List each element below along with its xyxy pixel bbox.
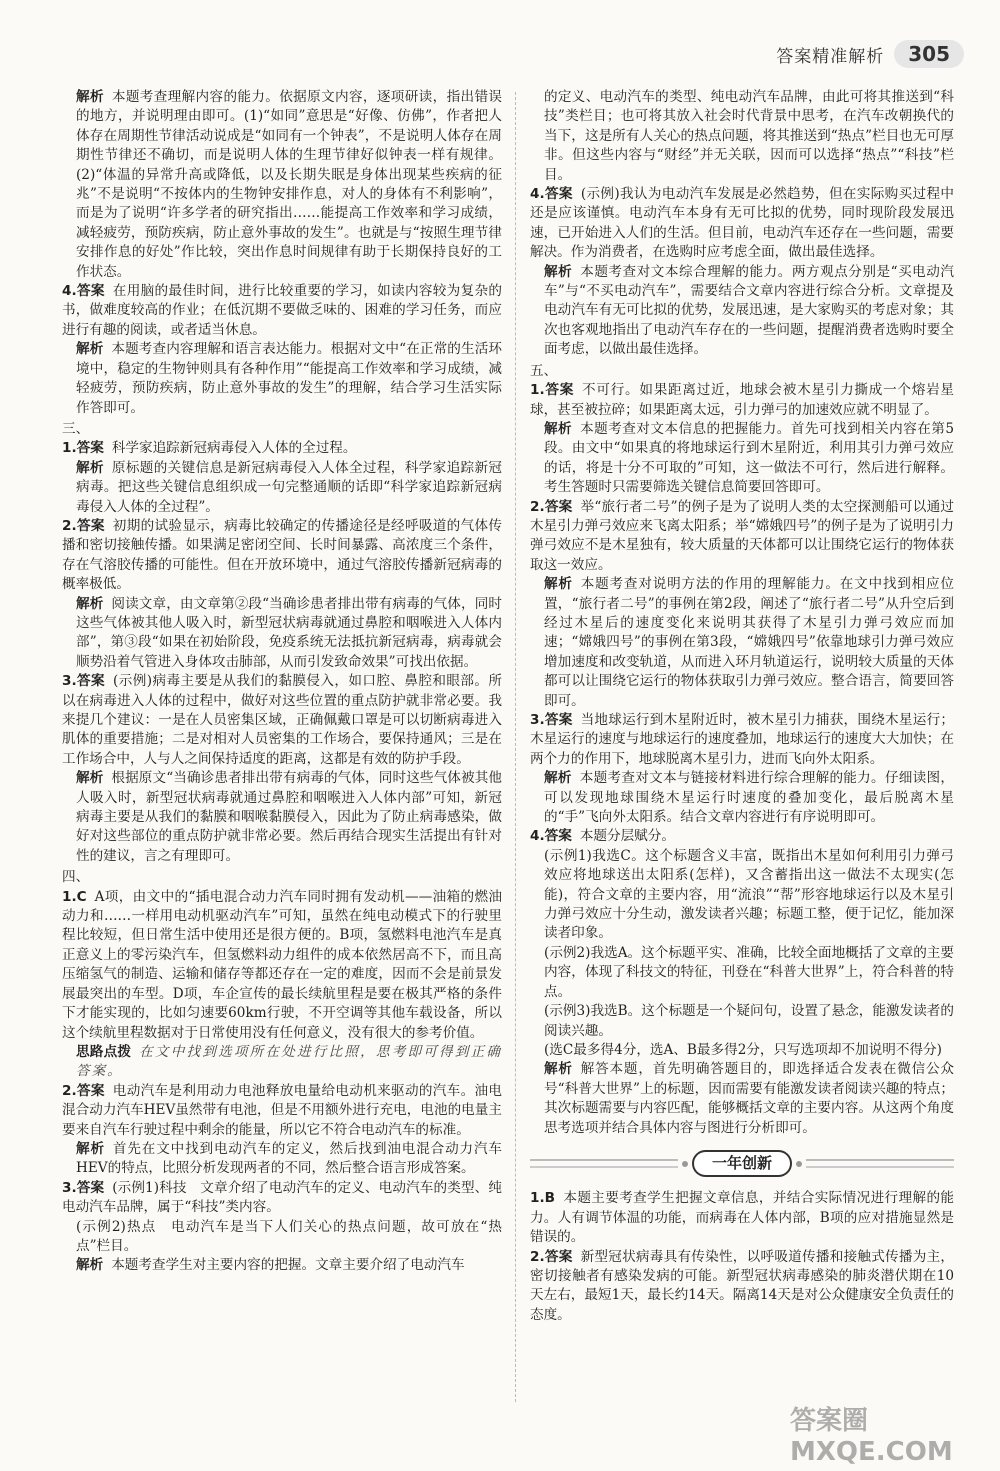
paragraph-label: 思路点拨 xyxy=(76,1043,132,1060)
answer-paragraph xyxy=(530,944,954,1002)
paragraph-label: 4.答案 xyxy=(62,283,105,300)
paragraph-text: 本题考查对文本信息的把握能力。首先可找到相关内容在第5段。由文中“如果真的将地球运行到木星附近，利用其引力弹弓效应的话，将是十分不可取的”可知，这一做法不可行，然后进行解释。考生答题时只需要筛选关键信息简要回答即可。 xyxy=(544,420,955,496)
paragraph-text: (示例1)我选C。这个标题含义丰富，既指出木星如何利用引力弹弓效应将地球送出太阳系(怎样)，又含蓄指出这一做法不太现实(怎能)，符合文章的主要内容，用“流浪”“帮”形容地球运行以及木星引力弹弓效应十分生动，激发读者兴趣；标题工整，便于记忆，能加深读者印象。 xyxy=(544,847,954,942)
paragraph-text: 本题考查对说明方法的作用的理解能力。在文中找到相应位置，“旅行者二号”的事例在第2段，阐述了“旅行者二号”从升空后到经过木星后的速度变化来说明其获得了木星引力弹弓效应而加速；“嫦娥四号”的事例在第3段，“嫦娥四号”依靠地球引力弹弓效应增加速度和改变轨道，从而进入环月轨道运行，说明较大质量的天体都可以让围绕它运行的物体获取引力弹弓效应。整合语言，简要回答即可。 xyxy=(544,576,955,709)
paragraph-label: 解析 xyxy=(76,459,104,476)
paragraph-label: 解析 xyxy=(544,576,573,593)
answer-paragraph xyxy=(62,1218,502,1257)
paragraph-text: 不可行。如果距离过近，地球会被木星引力撕成一个熔岩星球，甚至被拉碎；如果距离太远，引力弹弓的加速效应就不明显了。 xyxy=(530,382,955,418)
answer-paragraph xyxy=(530,381,954,420)
paragraph-text: 本题分层赋分。 xyxy=(579,828,675,845)
paragraph-text: 当地球运行到木星附近时，被木星引力捕获，围绕木星运行；木星运行的速度与地球运行的速度叠加，地球运行的速度大大加快；在两个力的作用下，地球脱离木星引力，进而飞向外太阳系。 xyxy=(530,712,955,767)
answer-paragraph xyxy=(62,672,502,769)
paragraph-text: (示例2)热点 电动汽车是当下人们关心的热点问题，故可放在“热点”栏目。 xyxy=(76,1218,502,1254)
answer-paragraph xyxy=(530,1248,954,1326)
paragraph-label: 3.答案 xyxy=(62,673,106,690)
answer-paragraph xyxy=(62,88,502,282)
paragraph-label: 解析 xyxy=(544,1061,573,1078)
answer-paragraph xyxy=(62,769,502,866)
answer-paragraph xyxy=(530,88,954,185)
paragraph-label: 2.答案 xyxy=(62,517,105,534)
section-heading xyxy=(62,868,502,887)
paragraph-text: 举“旅行者二号”的例子是为了说明人类的太空探测船可以通过木星引力弹弓效应来飞离太阳系；举“嫦娥四号”的例子是为了说明引力弹弓效应不是木星独有，较大质量的天体都可以让围绕它运行的物体获取这一效应。 xyxy=(530,498,954,573)
paragraph-text: 阅读文章，由文章第②段“当确诊患者排出带有病毒的气体，同时这些气体被其他人吸入时，新型冠状病毒就通过鼻腔和咽喉进入人体内部”，第③段“如果在初始阶段，免疫系统无法抵抗新冠病毒，病毒就会顺势沿着气管进入身体攻击肺部，从而引发致命效果”可找出依据。 xyxy=(76,595,502,670)
answer-paragraph xyxy=(530,1041,954,1060)
paragraph-label: 4.答案 xyxy=(530,828,572,845)
paragraph-label: 解析 xyxy=(544,420,573,437)
paragraph-label: 3.答案 xyxy=(62,1179,105,1196)
answer-paragraph xyxy=(530,575,954,711)
answer-paragraph xyxy=(62,1082,502,1140)
paragraph-text: 本题考查理解内容的能力。依据原文内容，逐项研读，指出错误的地方，并说明理由即可。(1)“如同”意思是“好像、仿佛”，作者把人体存在周期性节律活动说成是“如同有一个钟表”，不是说明人体存在周期性节律还不确切，而是说明人体的生理节律好似钟表一样有规律。(2)“体温的异常升高或降低，以及长期失眠是身体出现某些疾病的征兆”不是说明“不按体内的生物钟安排作息，对人的身体有不利影响”，而是为了说明“许多学者的研究指出……能提高工作效率和学习成绩，减轻疲劳，预防疾病，防止意外事故的发生”。也就是与“按照生理节律安排作息的好处”作比较，突出作息时间规律有助于长期保持良好的工作状态。 xyxy=(76,89,502,280)
answer-paragraph xyxy=(62,1179,502,1218)
paragraph-text: 五、 xyxy=(530,362,558,379)
paragraph-text: 本题主要考查学生把握文章信息，并结合实际情况进行理解的能力。人有调节体温的功能，而病毒在人体内部，B项的应对措施显然是错误的。 xyxy=(530,1190,954,1246)
page-header xyxy=(776,40,964,68)
paragraph-text: (示例2)我选A。这个标题平实、准确，比较全面地概括了文章的主要内容，体现了科技文的特征，刊登在“科普大世界”上，符合科普的特点。 xyxy=(544,944,954,1000)
paragraph-label: 2.答案 xyxy=(530,498,573,515)
paragraph-label: 解析 xyxy=(76,770,104,787)
paragraph-text: 本题考查对文本与链接材料进行综合理解的能力。仔细读图，可以发现地球围绕木星运行时速度的叠加变化，最后脱离木星的“手”飞向外太阳系。结合文章内容进行有序说明即可。 xyxy=(544,770,955,826)
answer-paragraph xyxy=(530,827,954,846)
paragraph-text: 在文中找到选项所在处进行比照，思考即可得到正确答案。 xyxy=(76,1043,502,1080)
paragraph-text: 本题考查对文本综合理解的能力。两方观点分别是“买电动汽车”与“不买电动汽车”，需要结合文章内容进行综合分析。文章提及电动汽车有无可比拟的优势，发展迅速，是大家购买的考虑对象；其次也客观地指出了电动汽车存在的一些问题，提醒消费者选购时要全面考虑，以做出最佳选择。 xyxy=(544,263,954,358)
answer-paragraph xyxy=(62,439,502,458)
paragraph-text: (示例3)我选B。这个标题是一个疑问句，设置了悬念，能激发读者的阅读兴趣。 xyxy=(544,1003,954,1039)
paragraph-label: 解析 xyxy=(544,263,573,280)
paragraph-text: 四、 xyxy=(62,869,90,886)
paragraph-text: (示例)我认为电动汽车发展是必然趋势，但在实际购买过程中还是应该谨慎。电动汽车本身有无可比拟的优势，同时现阶段发展迅速，已开始进入人们的生活。但目前，电动汽车还存在一些问题，需要解决。作为消费者，在选购时应考虑全面，做出最佳选择。 xyxy=(530,186,954,261)
answer-paragraph xyxy=(62,282,502,340)
paragraph-text: 本题考查内容理解和语言表达能力。根据对文中“在正常的生活环境中，稳定的生物钟则具有各种作用”“能提高工作效率和学习成绩，减轻疲劳，预防疾病，防止意外事故的发生”的理解，结合学习生活实际作答即可。 xyxy=(76,341,502,416)
answer-paragraph xyxy=(530,711,954,769)
paragraph-text: (示例)病毒主要是从我们的黏膜侵入，如口腔、鼻腔和眼部。所以在病毒进入人体的过程中，做好对这些位置的重点防护就非常必要。我来提几个建议：一是在人员密集区域，正确佩戴口罩是可以切断病毒进入肌体的重要措施；二是对相对人员密集的工作场合，要保持通风；三是在工作场合中，人与人之间保持适度的距离，这都是有效的防护手段。 xyxy=(62,673,502,767)
paragraph-label: 解析 xyxy=(544,770,572,787)
column-divider xyxy=(515,92,516,1402)
answer-paragraph xyxy=(530,1002,954,1041)
answer-paragraph xyxy=(530,263,954,360)
paragraph-text: 解答本题，首先明确答题目的，即选择适合发表在微信公众号“科普大世界”上的标题，因而需要有能激发读者阅读兴趣的特点；其次标题需要与内容匹配，能够概括文章的主要内容。从这两个角度思考选项并结合具体内容与图进行分析即可。 xyxy=(544,1061,955,1136)
answer-paragraph xyxy=(530,847,954,944)
paragraph-text: 本题考查学生对主要内容的把握。文章主要介绍了电动汽车 xyxy=(111,1257,465,1274)
section-banner xyxy=(530,1150,954,1177)
banner-label: 一年创新 xyxy=(692,1150,792,1177)
answer-paragraph xyxy=(530,185,954,263)
paragraph-text: 电动汽车是利用动力电池释放电量给电动机来驱动的汽车。油电混合动力汽车HEV虽然带有电池，但是不用额外进行充电，电池的电量主要来自汽车行驶过程中剩余的能量，所以它不符合电动汽车的标准。 xyxy=(62,1082,503,1138)
paragraph-text: 新型冠状病毒具有传染性，以呼吸道传播和接触式传播为主，密切接触者有感染发病的可能。新型冠状病毒感染的肺炎潜伏期在10天左右，最短1天，最长约14天。隔离14天是对公众健康安全负责任的态度。 xyxy=(530,1248,955,1323)
paragraph-text: 根据原文“当确诊患者排出带有病毒的气体，同时这些气体被其他人吸入时，新型冠状病毒就通过鼻腔和咽喉进入人体内部”可知，新冠病毒主要是从我们的黏膜和咽喉黏膜侵入，因此为了防止病毒感染，做好对这些部位的重点防护就非常必要。然后再结合现实生活提出有针对性的建议，言之有理即可。 xyxy=(76,770,502,864)
answer-paragraph xyxy=(530,769,954,827)
answer-paragraph xyxy=(62,459,502,517)
paragraph-label: 2.答案 xyxy=(62,1082,105,1099)
left-column xyxy=(62,88,502,1276)
paragraph-label: 解析 xyxy=(76,1140,105,1157)
paragraph-label: 解析 xyxy=(76,341,104,358)
paragraph-text: 首先在文中找到电动汽车的定义，然后找到油电混合动力汽车HEV的特点，比照分析发现两者的不同，然后整合语言形成答案。 xyxy=(76,1140,503,1177)
section-heading xyxy=(62,420,502,439)
answer-paragraph xyxy=(530,1060,954,1138)
answer-paragraph xyxy=(62,1256,502,1275)
paragraph-label: 1.C xyxy=(62,888,87,905)
paragraph-label: 1.B xyxy=(530,1190,555,1207)
paragraph-label: 解析 xyxy=(76,89,104,105)
right-column xyxy=(530,88,954,1325)
paragraph-text: 科学家追踪新冠病毒侵入人体的全过程。 xyxy=(111,440,357,457)
section-heading xyxy=(530,362,954,381)
paragraph-text: 的定义、电动汽车的类型、纯电动汽车品牌，由此可将其推送到“科技”类栏目；也可将其放入社会时代背景中思考，在汽车改朝换代的当下，这是所有人关心的热点问题，将其推送到“热点”栏目也无可厚非。但这些内容与“财经”并无关联，因而可以选择“热点”“科技”栏目。 xyxy=(544,89,954,183)
paragraph-label: 解析 xyxy=(76,1257,104,1274)
paragraph-text: (示例1)科技 文章介绍了电动汽车的定义、电动汽车的类型、纯电动汽车品牌，属于“科技”类内容。 xyxy=(62,1179,502,1216)
paragraph-label: 2.答案 xyxy=(530,1248,573,1265)
paragraph-label: 解析 xyxy=(76,595,104,612)
paragraph-text: A项，由文中的“插电混合动力汽车同时拥有发动机——油箱的燃油动力和……一样用电动机驱动汽车”可知，虽然在纯电动模式下的行驶里程比较短，但日常生活中使用还是很方便的。B项，氢燃料电池汽车是真正意义上的零污染汽车，但氢燃料动力组件的成本依然居高不下，而且高压缩氢气的制造、运输和储存等都还存在一定的难度，因而不会是前景发展最突出的车型。D项，车企宣传的最长续航里程是要在极其严格的条件下才能实现的，比如匀速要60km行驶，不开空调等其他车载设备，所以这个续航里程数据对于日常使用没有任何意义，没有很大的参考价值。 xyxy=(62,888,502,1041)
paragraph-text: 原标题的关键信息是新冠病毒侵入人体全过程，科学家追踪新冠病毒。把这些关键信息组织成一句完整通顺的话即“科学家追踪新冠病毒侵入人体的全过程”。 xyxy=(76,459,502,515)
answer-paragraph xyxy=(530,498,954,576)
paragraph-label: 1.答案 xyxy=(62,440,104,457)
answer-paragraph xyxy=(530,420,954,498)
paragraph-text: (选C最多得4分，选A、B最多得2分，只写选项却不加说明不得分) xyxy=(544,1041,942,1058)
answer-paragraph xyxy=(530,1189,954,1247)
paragraph-text: 初期的试验显示，病毒比较确定的传播途径是经呼吸道的气体传播和密切接触传播。如果满足密闭空间、长时间暴露、高浓度三个条件，存在气溶胶传播的可能性。但在开放环境中，通过气溶胶传播新冠病毒的概率极低。 xyxy=(62,517,503,593)
paragraph-text: 在用脑的最佳时间，进行比较重要的学习，如读内容较为复杂的书，做难度较高的作业；在低沉期不要做乏味的、困难的学习任务，而应进行有趣的阅读，或者适当休息。 xyxy=(62,283,503,338)
paragraph-label: 3.答案 xyxy=(530,712,573,728)
paragraph-label: 4.答案 xyxy=(530,186,573,203)
answer-paragraph xyxy=(62,888,502,1043)
answer-paragraph xyxy=(62,1140,502,1179)
answer-paragraph xyxy=(62,595,502,673)
paragraph-text: 三、 xyxy=(62,420,90,437)
watermark: 答案圈 MXQE.COM xyxy=(790,1406,953,1467)
answer-paragraph xyxy=(62,517,502,595)
header-title: 答案精准解析 xyxy=(776,46,885,67)
answer-paragraph xyxy=(62,340,502,418)
answer-paragraph xyxy=(62,1043,502,1082)
page-number: 305 xyxy=(894,40,964,68)
paragraph-label: 1.答案 xyxy=(530,382,575,399)
